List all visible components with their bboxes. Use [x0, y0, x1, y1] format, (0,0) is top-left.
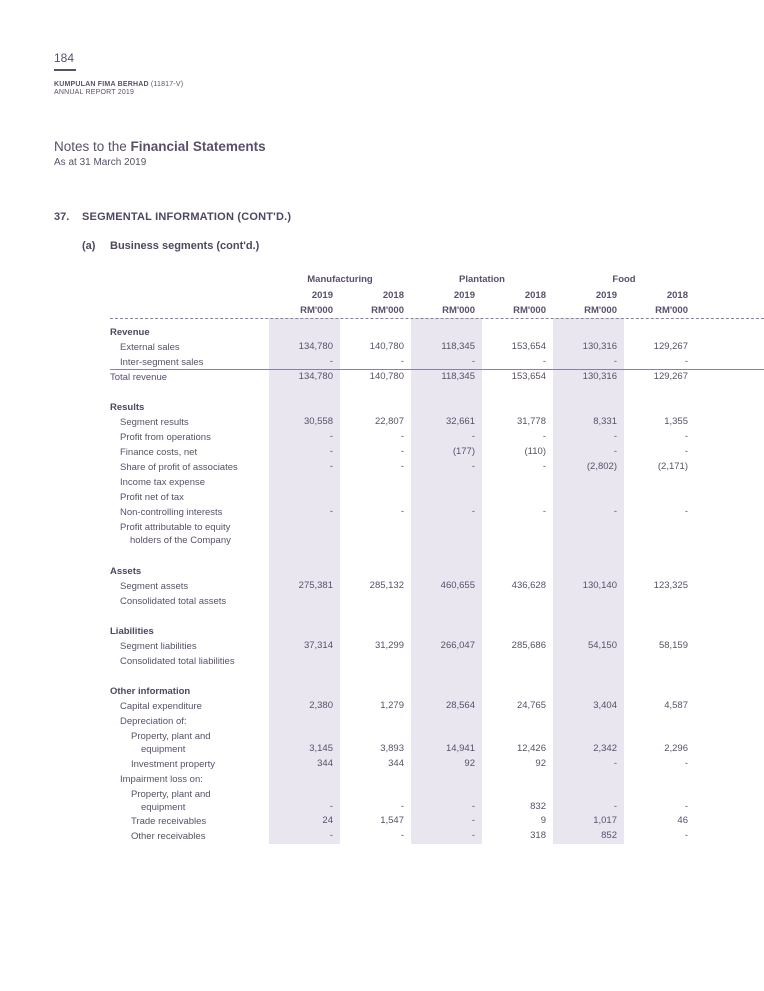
- table-cell: -: [613, 758, 617, 769]
- table-cell: -: [471, 830, 475, 841]
- report-title: ANNUAL REPORT 2019: [54, 89, 135, 96]
- row-label-text: Profit attributable to equity: [120, 522, 231, 533]
- table-cell: -: [329, 801, 333, 812]
- table-cell: 129,267: [653, 341, 688, 352]
- table-cell: -: [471, 815, 475, 826]
- row-label: [120, 416, 189, 429]
- table-cell: (177): [452, 446, 475, 457]
- row-label-text: Other receivables: [131, 831, 206, 842]
- table-cell: -: [471, 461, 475, 472]
- year-header: 2018: [382, 290, 404, 301]
- row-label: [131, 730, 211, 756]
- year-header: 2019: [595, 290, 617, 301]
- row-label-text: equipment: [141, 744, 186, 755]
- table-cell: -: [400, 801, 404, 812]
- row-label-text: Consolidated total assets: [120, 596, 227, 607]
- table-cell: -: [684, 356, 688, 367]
- table-cell: 3,145: [309, 743, 333, 754]
- section-heading: [110, 685, 190, 698]
- table-cell: 285,132: [369, 580, 404, 591]
- table-cell: 129,267: [653, 371, 688, 382]
- section-heading: [110, 625, 154, 638]
- table-cell: -: [329, 431, 333, 442]
- page-number-rule: [54, 69, 76, 71]
- table-cell: 32,661: [445, 416, 475, 427]
- section-number: 37.: [54, 211, 70, 223]
- notes-title: [54, 139, 266, 154]
- table-cell: 130,316: [582, 371, 617, 382]
- row-label: [120, 521, 231, 547]
- subsection-title: Business segments (cont'd.): [110, 240, 260, 252]
- row-label: [120, 773, 203, 786]
- table-cell: 8,331: [593, 416, 617, 427]
- row-label-text: Consolidated total liabilities: [120, 656, 235, 667]
- table-cell: -: [400, 356, 404, 367]
- total-divider: [110, 369, 764, 370]
- row-label-text: External sales: [120, 342, 180, 353]
- segment-header-food: Food: [612, 274, 636, 285]
- table-cell: 1,355: [664, 416, 688, 427]
- header-divider: [110, 318, 764, 319]
- row-label: [131, 830, 205, 843]
- table-cell: -: [471, 801, 475, 812]
- section-title: SEGMENTAL INFORMATION (CONT'D.): [82, 211, 292, 223]
- table-cell: -: [542, 431, 546, 442]
- table-cell: 3,404: [593, 700, 617, 711]
- table-cell: -: [542, 506, 546, 517]
- row-label: [131, 758, 215, 771]
- table-cell: 92: [464, 758, 475, 769]
- table-cell: -: [400, 431, 404, 442]
- row-label-text: Non-controlling interests: [120, 507, 223, 518]
- row-label: [110, 371, 167, 384]
- row-label-text: Trade receivables: [131, 816, 207, 827]
- row-label-text: Profit from operations: [120, 432, 211, 443]
- row-label: [120, 491, 184, 504]
- subsection-label: (a): [82, 240, 96, 252]
- table-cell: 54,150: [587, 640, 617, 651]
- row-label: [120, 655, 235, 668]
- row-label-text: Revenue: [110, 327, 150, 338]
- table-cell: -: [542, 356, 546, 367]
- row-label-text: Segment results: [120, 417, 189, 428]
- row-label: [120, 356, 203, 369]
- table-cell: 9: [540, 815, 546, 826]
- table-cell: 134,780: [298, 371, 333, 382]
- table-cell: -: [471, 506, 475, 517]
- row-label-text: Property, plant and: [131, 789, 211, 800]
- row-label: [120, 476, 205, 489]
- row-label-text: Inter-segment sales: [120, 357, 204, 368]
- notes-title-light: Notes to the: [54, 139, 131, 154]
- section-heading: [110, 565, 141, 578]
- table-cell: -: [613, 801, 617, 812]
- company-name-text: KUMPULAN FIMA BERHAD: [54, 81, 149, 88]
- row-label: [120, 341, 180, 354]
- table-cell: -: [329, 506, 333, 517]
- table-cell: -: [684, 801, 688, 812]
- table-cell: 318: [530, 830, 546, 841]
- unit-header: RM'000: [584, 305, 617, 316]
- company-name: [54, 81, 183, 88]
- table-cell: 285,686: [511, 640, 546, 651]
- table-cell: (110): [524, 446, 546, 457]
- table-cell: -: [684, 506, 688, 517]
- table-cell: 344: [317, 758, 333, 769]
- company-reg: (11817-V): [150, 81, 184, 88]
- table-cell: 58,159: [658, 640, 688, 651]
- unit-header: RM'000: [513, 305, 546, 316]
- table-cell: -: [329, 446, 333, 457]
- table-cell: -: [400, 830, 404, 841]
- row-label: [120, 640, 197, 653]
- table-cell: 118,345: [441, 371, 475, 382]
- year-header: 2019: [311, 290, 333, 301]
- row-label: [120, 506, 222, 519]
- row-label: [131, 788, 211, 814]
- table-cell: 153,654: [511, 341, 546, 352]
- table-cell: (2,171): [657, 461, 688, 472]
- row-label-text: Finance costs, net: [120, 447, 198, 458]
- table-cell: 852: [601, 830, 617, 841]
- table-cell: 1,017: [593, 815, 617, 826]
- row-label: [120, 595, 226, 608]
- table-cell: 275,381: [298, 580, 333, 591]
- year-header: 2019: [453, 290, 475, 301]
- table-cell: -: [613, 356, 617, 367]
- unit-header: RM'000: [371, 305, 404, 316]
- page-number: 184: [54, 51, 75, 65]
- table-cell: 130,316: [582, 341, 617, 352]
- table-cell: 24: [322, 815, 333, 826]
- table-cell: -: [329, 461, 333, 472]
- row-label-text: Segment liabilities: [120, 641, 197, 652]
- row-label-text: Income tax expense: [120, 477, 206, 488]
- row-label-text: Share of profit of associates: [120, 462, 238, 473]
- row-label-text: Profit net of tax: [120, 492, 184, 503]
- section-heading: [110, 326, 150, 339]
- notes-title-bold: Financial Statements: [130, 139, 266, 154]
- row-label-text: Results: [110, 402, 145, 413]
- row-label: [120, 715, 187, 728]
- table-cell: 37,314: [303, 640, 333, 651]
- table-cell: -: [471, 356, 475, 367]
- table-cell: 31,778: [516, 416, 546, 427]
- table-cell: -: [471, 431, 475, 442]
- table-cell: 460,655: [440, 580, 475, 591]
- row-label: [120, 461, 238, 474]
- row-label-text: Total revenue: [110, 372, 168, 383]
- table-cell: 30,558: [303, 416, 333, 427]
- row-label-text: Capital expenditure: [120, 701, 202, 712]
- table-cell: 22,807: [374, 416, 404, 427]
- table-cell: 130,140: [582, 580, 617, 591]
- table-cell: 153,654: [511, 371, 546, 382]
- table-cell: 436,628: [511, 580, 546, 591]
- table-cell: 2,342: [593, 743, 617, 754]
- row-label-text: Assets: [110, 566, 142, 577]
- table-cell: -: [684, 758, 688, 769]
- table-cell: 12,426: [516, 743, 546, 754]
- table-cell: 1,279: [380, 700, 404, 711]
- row-label-text: Segment assets: [120, 581, 189, 592]
- table-cell: 31,299: [374, 640, 404, 651]
- unit-header: RM'000: [442, 305, 475, 316]
- row-label-text: Impairment loss on:: [120, 774, 203, 785]
- table-cell: 140,780: [369, 341, 404, 352]
- row-label: [131, 815, 206, 828]
- table-cell: 1,547: [380, 815, 404, 826]
- table-cell: 46: [677, 815, 688, 826]
- table-cell: 344: [388, 758, 404, 769]
- row-label-text: holders of the Company: [130, 535, 231, 546]
- unit-header: RM'000: [655, 305, 688, 316]
- table-cell: 2,296: [664, 743, 688, 754]
- row-label-text: equipment: [141, 802, 186, 813]
- table-cell: 28,564: [445, 700, 475, 711]
- table-cell: -: [684, 446, 688, 457]
- table-cell: -: [400, 446, 404, 457]
- table-cell: (2,802): [586, 461, 617, 472]
- row-label-text: Liabilities: [110, 626, 154, 637]
- table-cell: 14,941: [445, 743, 475, 754]
- unit-header: RM'000: [300, 305, 333, 316]
- table-cell: 24,765: [516, 700, 546, 711]
- table-cell: -: [542, 461, 546, 472]
- year-header: 2018: [524, 290, 546, 301]
- row-label: [120, 700, 202, 713]
- table-cell: -: [329, 830, 333, 841]
- table-cell: -: [613, 446, 617, 457]
- table-cell: 3,893: [380, 743, 404, 754]
- table-cell: -: [400, 506, 404, 517]
- table-cell: -: [400, 461, 404, 472]
- year-header: 2018: [666, 290, 688, 301]
- table-cell: -: [613, 431, 617, 442]
- row-label: [120, 431, 211, 444]
- section-heading: [110, 401, 144, 414]
- row-label: [120, 580, 188, 593]
- row-label: [120, 446, 197, 459]
- table-cell: 2,380: [309, 700, 333, 711]
- table-cell: 4,587: [664, 700, 688, 711]
- table-cell: 266,047: [440, 640, 475, 651]
- row-label-text: Depreciation of:: [120, 716, 187, 727]
- row-label-text: Property, plant and: [131, 731, 211, 742]
- table-cell: -: [329, 356, 333, 367]
- table-cell: 118,345: [441, 341, 475, 352]
- table-cell: -: [684, 431, 688, 442]
- row-label-text: Other information: [110, 686, 191, 697]
- table-cell: 832: [530, 801, 546, 812]
- segment-header-plantation: Plantation: [459, 274, 505, 285]
- table-cell: 134,780: [298, 341, 333, 352]
- table-cell: 92: [535, 758, 546, 769]
- table-cell: -: [613, 506, 617, 517]
- table-cell: -: [684, 830, 688, 841]
- segment-header-manufacturing: Manufacturing: [307, 274, 373, 285]
- table-cell: 123,325: [653, 580, 688, 591]
- row-label-text: Investment property: [131, 759, 215, 770]
- table-cell: 140,780: [369, 371, 404, 382]
- notes-subtitle: As at 31 March 2019: [54, 157, 147, 168]
